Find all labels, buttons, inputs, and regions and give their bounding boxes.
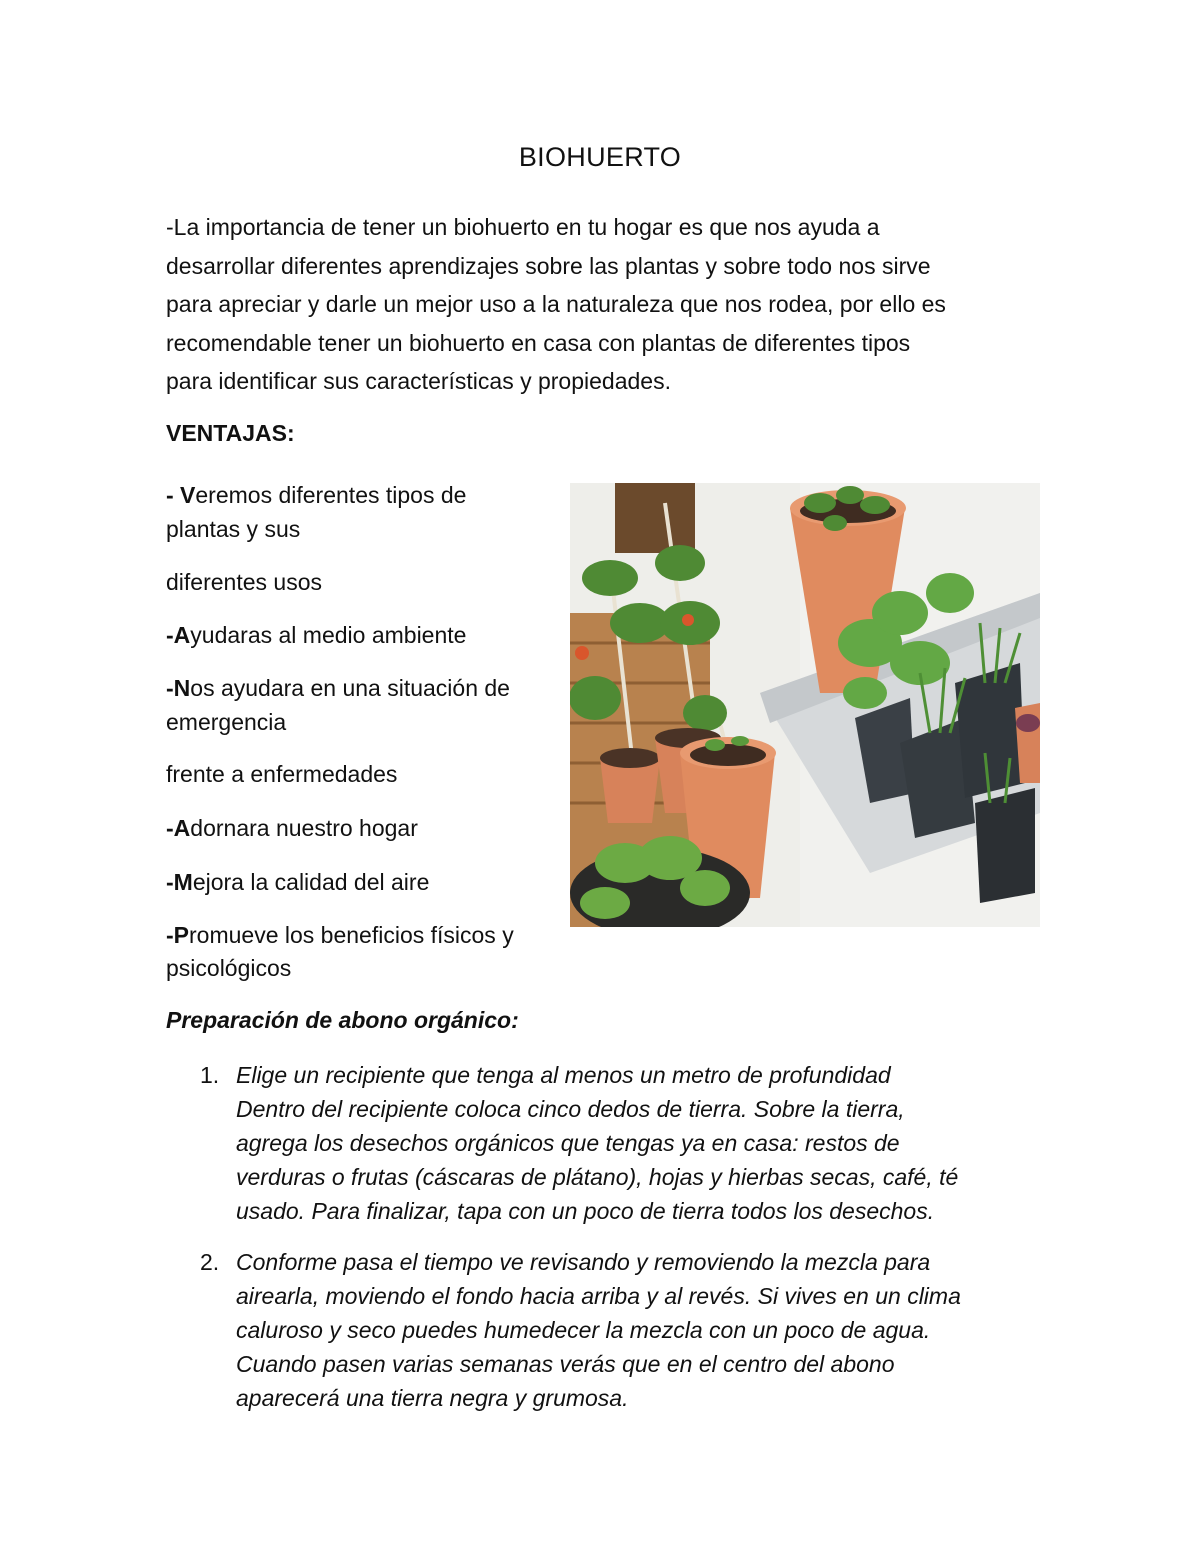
list-number: 2. bbox=[200, 1249, 220, 1275]
step-line: caluroso y seco puedes humedecer la mezcla con un poco de agua. bbox=[236, 1317, 931, 1343]
intro-line: para apreciar y darle un mejor uso a la naturaleza que nos rodea, por ello es bbox=[166, 291, 946, 317]
step-line: aparecerá una tierra negra y grumosa. bbox=[236, 1385, 629, 1411]
list-item bbox=[166, 918, 514, 952]
step-line: Dentro del recipiente coloca cinco dedos de tierra. Sobre la tierra, bbox=[236, 1096, 905, 1122]
list-item-prefix: -P bbox=[166, 922, 189, 948]
intro-line: recomendable tener un biohuerto en casa con plantas de diferentes tipos bbox=[166, 329, 911, 356]
list-item-text: psicológicos bbox=[166, 955, 292, 981]
step-line: usado. Para finalizar, tapa con un poco de tierra todos los desechos. bbox=[236, 1198, 935, 1224]
list-item bbox=[166, 618, 466, 652]
page-title: BIOHUERTO bbox=[518, 142, 682, 172]
list-item bbox=[166, 951, 291, 985]
list-item-text: plantas y sus bbox=[166, 516, 301, 542]
list-item bbox=[166, 478, 466, 512]
intro-line: para identificar sus características y propiedades. bbox=[166, 368, 671, 394]
list-item bbox=[166, 705, 286, 739]
step-line: Cuando pasen varias semanas verás que en el centro del abono bbox=[236, 1351, 895, 1377]
ordered-list-item bbox=[190, 1058, 1050, 1228]
ventajas-heading: VENTAJAS: bbox=[166, 420, 295, 446]
step-line: Elige un recipiente que tenga al menos un metro de profundidad bbox=[236, 1062, 891, 1088]
step-line: airearla, moviendo el fondo hacia arriba y al revés. Si vives en un clima bbox=[236, 1283, 961, 1309]
list-item-prefix: -A bbox=[166, 622, 191, 648]
list-item-prefix: -M bbox=[166, 869, 193, 895]
potted-plants-photo bbox=[570, 483, 1040, 927]
list-item-prefix: -N bbox=[166, 675, 191, 701]
list-item-text: dornara nuestro hogar bbox=[190, 815, 418, 841]
list-number: 1. bbox=[200, 1062, 220, 1088]
ordered-list-item bbox=[190, 1245, 1050, 1415]
step-line: Conforme pasa el tiempo ve revisando y removiendo la mezcla para bbox=[236, 1249, 931, 1275]
list-item bbox=[166, 757, 397, 791]
list-item-text: eremos diferentes tipos de bbox=[195, 482, 467, 508]
intro-paragraph bbox=[166, 208, 1046, 401]
list-item-text: emergencia bbox=[166, 709, 287, 735]
intro-line: -La importancia de tener un biohuerto en tu hogar es que nos ayuda a bbox=[166, 214, 880, 240]
step-line: verduras o frutas (cáscaras de plátano), hojas y hierbas secas, café, té bbox=[236, 1164, 959, 1190]
intro-line: desarrollar diferentes aprendizajes sobre las plantas y sobre todo nos sirve bbox=[166, 252, 931, 279]
list-item bbox=[166, 865, 429, 899]
list-item bbox=[166, 671, 510, 705]
list-item-prefix: - V bbox=[166, 482, 196, 508]
list-item-text: romueve los beneficios físicos y bbox=[189, 922, 514, 948]
list-item-text: ejora la calidad del aire bbox=[192, 869, 430, 895]
list-item bbox=[166, 512, 300, 546]
list-item-prefix: -A bbox=[166, 815, 191, 841]
list-item-text: diferentes usos bbox=[166, 569, 322, 595]
step-line: agrega los desechos orgánicos que tengas ya en casa: restos de bbox=[236, 1130, 900, 1156]
list-item bbox=[166, 811, 418, 845]
list-item-text: os ayudara en una situación de bbox=[190, 675, 510, 701]
list-item-text: frente a enfermedades bbox=[166, 761, 398, 787]
list-item bbox=[166, 565, 322, 599]
list-item-text: yudaras al medio ambiente bbox=[190, 622, 467, 648]
preparacion-heading: Preparación de abono orgánico: bbox=[166, 1007, 519, 1033]
